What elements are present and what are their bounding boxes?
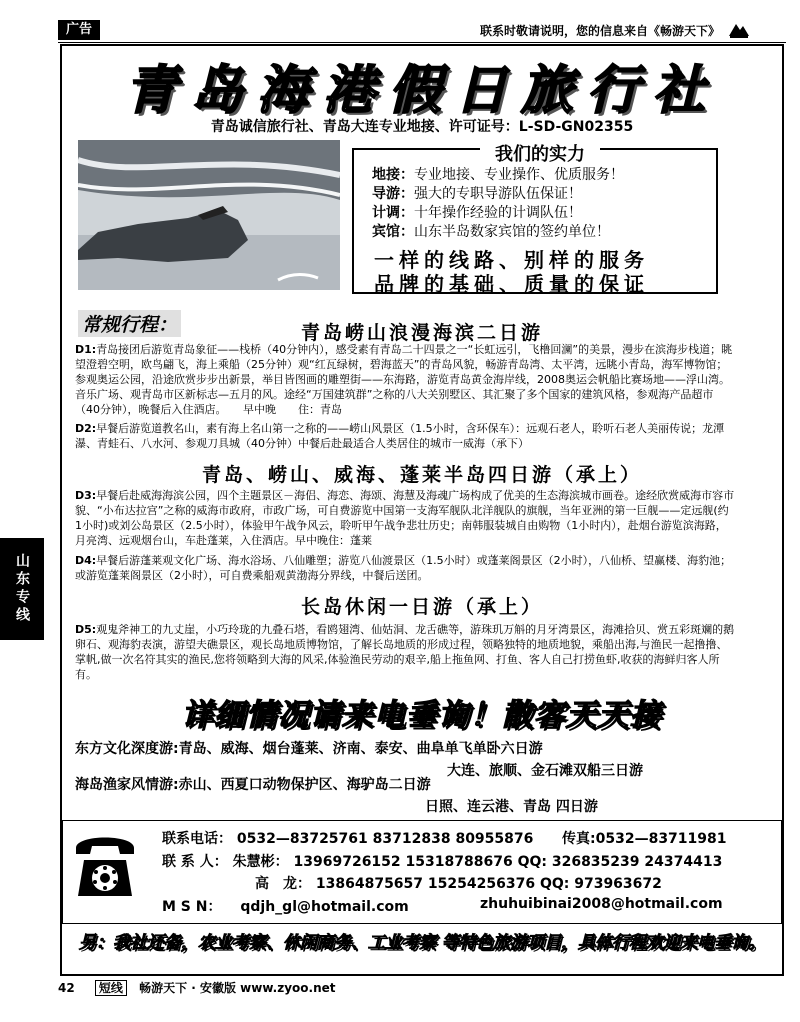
route-title: 青岛崂山浪漫海滨二日游: [300, 322, 543, 344]
section-side-tab: 山东专线: [0, 538, 44, 640]
extra-tour-line: 青岛、威海、烟台蓬莱、济南、泰安、曲阜单飞单卧六日游: [178, 741, 543, 757]
msn-label: M S N：: [162, 899, 222, 915]
extra-tour-line: 日照、连云港、青岛 四日游: [425, 799, 598, 815]
person-phones: 13864875657 15254256376: [315, 876, 536, 892]
inquiry-banner: 详细情况请来电垂询！散客天天接: [182, 698, 662, 733]
day-text: 观鬼斧神工的九丈崖，小巧玲珑的九叠石塔，看鸥翅湾、仙姑洞、龙舌礁等，游珠玑万斛的月牙湾景区，海滩拾贝、赏五彩斑斓的鹅卵石、观海豹表演，游望夫礁景区，观长岛地质博物馆，了解长岛地质的形成过程，领略独特的地质地貌，乘船出海,与渔民一起撸撸、掌帆,做一次名符其实的渔民,您将领略到大海的风采,体验渔民劳动的艰辛,船上拖鱼网、打鱼、客人自己打捞鱼虾,收获的海鲜归客人所有。: [75, 623, 735, 681]
qq-label: QQ:: [517, 854, 547, 870]
license-line: 青岛诚信旅行社、青岛大连专业地接、许可证号：L-SD-GN02355: [210, 119, 634, 135]
phone-label: 联系电话：: [162, 831, 232, 847]
day-text: 早餐后赴威海海滨公园，四个主题景区－海侣、海恋、海颂、海慧及海魂广场构成了优美的生态海滨城市画卷。途经欣赏威海市容市貌、“小布达拉宫”之称的威海市政府，市政广场，可自费游览中国第一支海军舰队北洋舰队的旗舰，当年亚洲的第一巨舰——定远舰(约1小时)或刘公岛景区（2.5小时），体验甲午战争风云，聆听甲午战争悲壮历史；南韩服装城自由购物（1小时内），赴烟台游览滨海路，月亮湾、远观烟台山，车赴蓬莱，入住酒店。早中晚住：蓬莱: [75, 489, 735, 547]
day-code: D2:: [75, 422, 97, 435]
day-code: D4:: [75, 554, 97, 567]
phone-numbers: 0532—83725761 83712838 80955876: [236, 831, 534, 847]
day-text: 早餐后游览道教名山，素有海上名山第一之称的——崂山风景区（1.5小时，含环保车）：远观石老人，聆听石老人美丽传说；龙潭瀑、青蛙石、八水河、参观刀具城（40分钟）中餐后赴最适合人类居住的城市一威海（承下）: [75, 422, 725, 450]
extra-tour-line: 大连、旅顺、金石滩双船三日游: [447, 763, 643, 779]
day-item: [75, 342, 735, 417]
strength-label: 地接：: [372, 167, 414, 183]
agency-title: 青岛海港假日旅行社: [124, 60, 719, 121]
day-item: [75, 488, 735, 548]
magazine-brand: 畅游天下 · 安徽版 www.zyoo.net: [139, 981, 336, 995]
strength-label: 导游：: [372, 186, 414, 202]
person-name: 高 龙：: [255, 876, 311, 892]
telephone-icon: [72, 830, 138, 902]
day-text: 青岛接团后游览青岛象征——栈桥（40分钟内），感受素有青岛二十四景之一“长虹远引，飞橹回澜”的美景，漫步在滨海步栈道；眺望澄碧空明，欧鸟翩飞，海上乘船（25分钟）观“红瓦绿树，碧海蓝天”的青岛风貌，畅游青岛湾、太平湾，远眺小青岛，海军博物馆；参观奥运公园，沿途欣赏步步出新景，举目皆图画的雕塑街——东海路，游览青岛黄金海岸线，2008奥运会帆船比赛场地——浮山湾。音乐广场、观青岛市区新标志—五月的风。途经“万国建筑群”之称的八大关别墅区、其汇聚了多个国家的建筑风格，参观海产品超市（40分钟），晚餐后入住酒店。 早中晚 住：青岛: [75, 343, 733, 416]
strength-title: 我们的实力: [480, 140, 600, 166]
regular-tours-heading: 常规行程：: [78, 310, 181, 337]
qq-number: 973963672: [574, 876, 662, 892]
fax-line: [562, 828, 727, 848]
day-item: [75, 622, 735, 682]
strength-list: [372, 166, 624, 242]
strength-item: [372, 185, 624, 204]
extra-tour: [75, 774, 765, 818]
strength-label: 计调：: [372, 205, 414, 221]
qq-number: 326835239 24374413: [551, 854, 723, 870]
slogan-2: 品牌的基础、质量的保证: [374, 272, 649, 296]
msn-line: [162, 896, 409, 916]
extra-tour-line: 赤山、西夏口动物保护区、海驴岛二日游: [178, 777, 431, 793]
strength-item: [372, 223, 624, 242]
day-code: D3:: [75, 489, 97, 502]
source-note: 联系时敬请说明，您的信息来自《畅游天下》: [479, 24, 720, 38]
day-item: [75, 421, 735, 451]
person-phones: 13969726152 15318788676: [293, 854, 513, 870]
strength-text: 山东半岛数家宾馆的签约单位！: [414, 224, 610, 240]
day-item: [75, 553, 735, 583]
person-line: [162, 851, 722, 871]
strength-item: [372, 204, 624, 223]
page-number: 42: [58, 981, 75, 995]
strength-label: 宾馆：: [372, 224, 414, 240]
person-label: 联 系 人：: [162, 854, 228, 870]
magazine-logo-icon: [728, 20, 750, 40]
extra-tour-label: 海岛渔家风情游:: [75, 777, 179, 793]
page-footer: [58, 978, 798, 998]
day-code: D5:: [75, 623, 97, 636]
msn-address[interactable]: qdjh_gl@hotmail.com: [240, 899, 409, 915]
qq-label: QQ:: [539, 876, 570, 892]
strength-text: 专业地接、专业操作、优质服务！: [414, 167, 624, 183]
day-text: 早餐后游蓬莱观文化广场、海水浴场、八仙雕塑；游览八仙渡景区（1.5小时）或蓬莱阁景区（2小时），八仙桥、望赢楼、海豹池；或游览蓬莱阁景区（2小时），可自费乘船观黄渤海分界线，中餐后送团。: [75, 554, 732, 582]
bottom-note: 另：我社还备，农业考察、休闲商务、工业考察 等特色旅游项目，具体行程欢迎来电垂询。: [79, 933, 765, 953]
strength-item: [372, 166, 624, 185]
route-title: 长岛休闲一日游（承上）: [300, 596, 543, 618]
fax-number: 0532—83711981: [595, 831, 727, 847]
person-name: 朱慧彬：: [232, 854, 289, 870]
msn-address[interactable]: zhuhuibinai2008@hotmail.com: [480, 896, 723, 912]
ad-tag: 广告: [58, 20, 100, 40]
person-line: [255, 873, 662, 893]
day-code: D1:: [75, 343, 97, 356]
slogan-1: 一样的线路、别样的服务: [374, 248, 649, 272]
phone-line: [162, 828, 533, 848]
strength-text: 十年操作经验的计调队伍！: [414, 205, 582, 221]
strength-text: 强大的专职导游队伍保证！: [414, 186, 582, 202]
route-title: 青岛、崂山、威海、蓬莱半岛四日游（承上）: [201, 464, 642, 486]
extra-tour-label: 东方文化深度游:: [75, 741, 179, 757]
section-label: 短线: [95, 980, 127, 996]
coast-photo: [78, 140, 340, 290]
fax-label: 传真:: [562, 831, 596, 847]
